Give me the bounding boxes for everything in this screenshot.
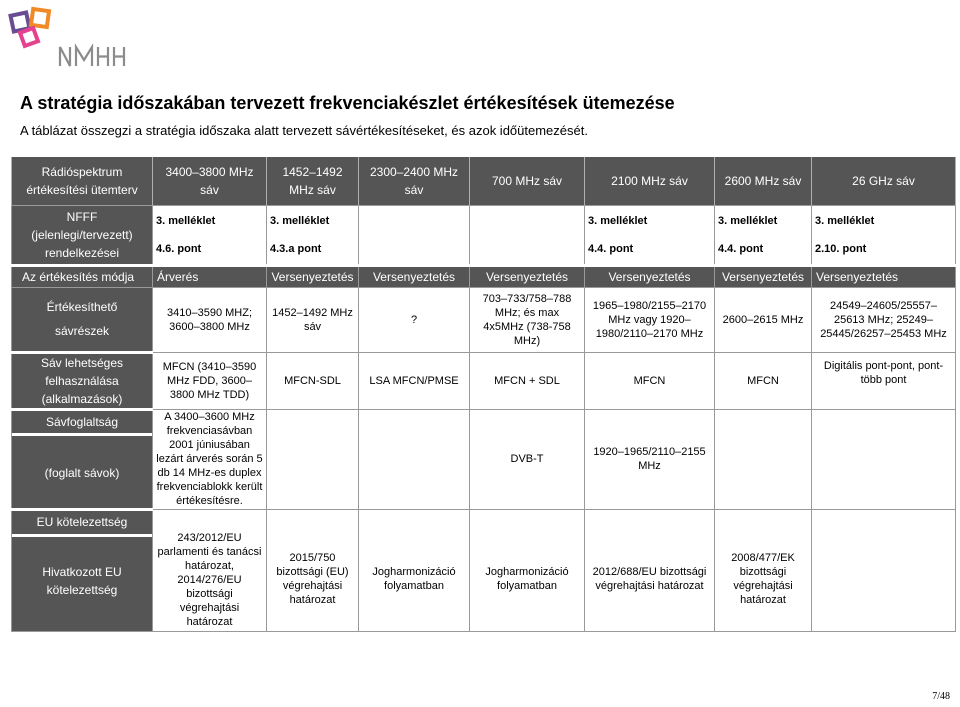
eu-1452: 2015/750 bizottsági (EU) végrehajtási határozat <box>267 509 359 631</box>
usage-26ghz: Digitális pont-pont, pont- több pont <box>812 352 956 409</box>
mode-value-1452: Versenyeztetés <box>267 265 359 287</box>
usage-700: MFCN + SDL <box>470 352 585 409</box>
eu-26ghz <box>812 509 956 631</box>
header-corner: Rádióspektrum értékesítési ütemterv <box>12 157 153 205</box>
occupancy-2100: 1920–1965/2110–2155 MHz <box>585 409 715 509</box>
mode-value-2100: Versenyeztetés <box>585 265 715 287</box>
usage-label: Sáv lehetséges felhasználása (alkalmazások) <box>12 352 153 409</box>
page-subtitle: A táblázat összegzi a stratégia időszaka alatt tervezett sávértékesítéseket, és azok időütemezését. <box>20 123 588 138</box>
occupancy-700: DVB-T <box>470 409 585 509</box>
eu-3400: 243/2012/EU parlamenti és tanácsi határozat, 2014/276/EU bizottsági végrehajtási határozat <box>153 509 267 631</box>
col-header-1452: 1452–1492 MHz sáv <box>267 157 359 205</box>
saleable-1452: 1452–1492 MHz sáv <box>267 287 359 352</box>
occupancy-2300 <box>359 409 470 509</box>
mode-value-2300: Versenyeztetés <box>359 265 470 287</box>
mode-value-3400: Árverés <box>153 265 267 287</box>
occupancy-26ghz <box>812 409 956 509</box>
usage-2100: MFCN <box>585 352 715 409</box>
mode-label: Az értékesítés módja <box>12 265 153 287</box>
saleable-700: 703–733/758–788 MHz; és max 4x5MHz (738-758 MHz) <box>470 287 585 352</box>
nfff-cell-2100: 3. melléklet 4.4. pont <box>585 205 715 265</box>
nfff-cell-2600: 3. melléklet 4.4. pont <box>715 205 812 265</box>
mode-value-700: Versenyeztetés <box>470 265 585 287</box>
occupancy-row <box>12 409 956 509</box>
occupancy-1452 <box>267 409 359 509</box>
saleable-2600: 2600–2615 MHz <box>715 287 812 352</box>
eu-2600: 2008/477/EK bizottsági végrehajtási határozat <box>715 509 812 631</box>
logo-wordmark <box>60 47 124 66</box>
col-header-3400: 3400–3800 MHz sáv <box>153 157 267 205</box>
col-header-700: 700 MHz sáv <box>470 157 585 205</box>
logo-square-orange <box>31 9 49 27</box>
mode-value-2600: Versenyeztetés <box>715 265 812 287</box>
col-header-2600: 2600 MHz sáv <box>715 157 812 205</box>
saleable-2300: ? <box>359 287 470 352</box>
schedule-table <box>11 157 956 632</box>
eu-2300: Jogharmonizáció folyamatban <box>359 509 470 631</box>
nfff-label: NFFF (jelenlegi/tervezett) rendelkezései <box>12 205 153 265</box>
page-title: A stratégia időszakában tervezett frekvenciakészlet értékesítések ütemezése <box>20 93 675 113</box>
saleable-3400: 3410–3590 MHZ; 3600–3800 MHz <box>153 287 267 352</box>
usage-2300: LSA MFCN/PMSE <box>359 352 470 409</box>
nfff-cell-3400: 3. melléklet 4.6. pont <box>153 205 267 265</box>
occupancy-2600 <box>715 409 812 509</box>
eu-700: Jogharmonizáció folyamatban <box>470 509 585 631</box>
mode-row <box>12 265 956 287</box>
saleable-26ghz: 24549–24605/25557– 25613 MHz; 25249– 25445/26257–25453 MHz <box>812 287 956 352</box>
eu-label: EU kötelezettség Hivatkozott EU kötelezettség <box>12 509 153 631</box>
occupancy-3400: A 3400–3600 MHz frekvenciasávban 2001 júniusában lezárt árverés során 5 db 14 MHz-es duplex frekvenciablokk került értékesítésre. <box>153 409 267 509</box>
header-row <box>12 157 956 205</box>
saleable-2100: 1965–1980/2155–2170 MHz vagy 1920– 1980/2110–2170 MHz <box>585 287 715 352</box>
logo-square-pink <box>20 28 38 46</box>
usage-2600: MFCN <box>715 352 812 409</box>
nfff-cell-1452: 3. melléklet 4.3.a pont <box>267 205 359 265</box>
nfff-cell-700 <box>470 205 585 265</box>
usage-3400: MFCN (3410–3590 MHz FDD, 3600– 3800 MHz TDD) <box>153 352 267 409</box>
usage-1452: MFCN-SDL <box>267 352 359 409</box>
usage-row <box>12 352 956 409</box>
nfff-row <box>12 205 956 265</box>
saleable-label: Értékesíthető sávrészek <box>12 287 153 352</box>
col-header-2300: 2300–2400 MHz sáv <box>359 157 470 205</box>
eu-row <box>12 509 956 631</box>
page-number: 7/48 <box>932 691 950 702</box>
nfff-cell-2300 <box>359 205 470 265</box>
occupancy-label: Sávfoglaltság (foglalt sávok) <box>12 409 153 509</box>
col-header-2100: 2100 MHz sáv <box>585 157 715 205</box>
saleable-row <box>12 287 956 352</box>
nmhh-logo <box>4 6 134 70</box>
col-header-26ghz: 26 GHz sáv <box>812 157 956 205</box>
nfff-cell-26ghz: 3. melléklet 2.10. pont <box>812 205 956 265</box>
eu-2100: 2012/688/EU bizottsági végrehajtási határozat <box>585 509 715 631</box>
mode-value-26ghz: Versenyeztetés <box>812 265 956 287</box>
